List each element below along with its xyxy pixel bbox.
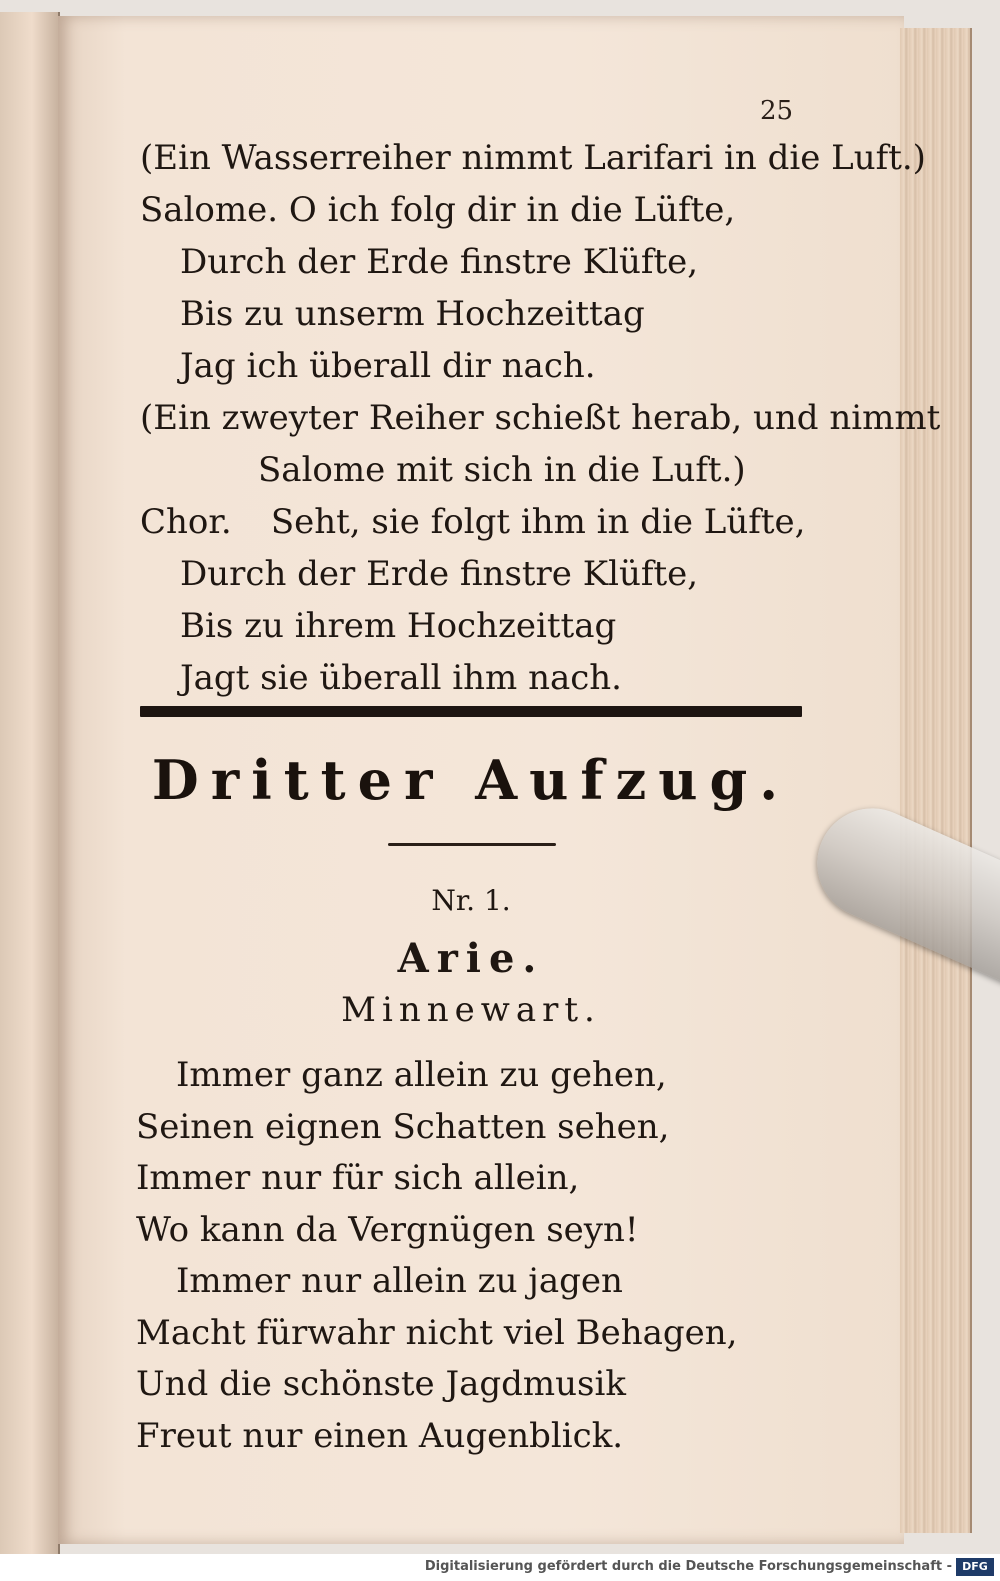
character-name: Minnewart.: [341, 990, 601, 1030]
scene-ending-text: [140, 132, 941, 704]
aria-verse: [136, 1050, 816, 1462]
verse-line: Immer nur allein zu jagen: [176, 1261, 623, 1301]
verse-line: Freut nur einen Augenblick.: [136, 1415, 624, 1456]
line-text: (Ein zweyter Reiher schießt herab, und nimmt: [140, 398, 941, 438]
text-line: [140, 288, 810, 340]
text-line: [140, 444, 810, 496]
line-text: Salome mit sich in die Luft.): [258, 450, 746, 490]
text-line: [140, 496, 810, 548]
funding-credit: Digitalisierung gefördert durch die Deutsche Forschungsgemeinschaft -: [424, 1559, 952, 1574]
line-text: Bis zu ihrem Hochzeittag: [180, 606, 617, 646]
text-line: [140, 392, 941, 444]
text-line: [140, 652, 810, 704]
verse-line: Und die schönste Jagdmusik: [136, 1364, 626, 1404]
text-line: [140, 184, 810, 236]
line-text: Jag ich überall dir nach.: [180, 346, 596, 386]
verse-line: Immer nur für sich allein,: [136, 1158, 580, 1198]
ornamental-rule: [388, 843, 556, 846]
text-line: [140, 340, 810, 392]
page-number: 25: [760, 96, 794, 126]
speaker-name: Salome.: [140, 190, 279, 230]
line-text: Jagt sie überall ihm nach.: [180, 658, 622, 698]
text-line: [140, 548, 810, 600]
line-text: O ich folg dir in die Lüfte,: [288, 190, 736, 230]
verse-line: Wo kann da Vergnügen seyn!: [136, 1209, 639, 1250]
verse-line: Macht fürwahr nicht viel Behagen,: [136, 1312, 738, 1353]
line-text: Seht, sie folgt ihm in die Lüfte,: [270, 502, 806, 542]
number-label: Nr. 1.: [431, 884, 511, 917]
section-divider: [140, 706, 802, 717]
facing-page-edge: [0, 12, 60, 1562]
text-line: [140, 236, 810, 288]
speaker-name: Chor.: [140, 502, 232, 542]
piece-title: Arie.: [397, 935, 545, 982]
page-stack-edges: [900, 28, 972, 1533]
line-text: Bis zu unserm Hochzeittag: [180, 294, 645, 334]
line-text: (Ein Wasserreiher nimmt Larifari in die Luft.): [140, 138, 926, 178]
act-title: Dritter Aufzug.: [151, 748, 791, 812]
line-text: Durch der Erde finstre Klüfte,: [180, 554, 699, 594]
text-line: [140, 132, 926, 184]
verse-line: Seinen eignen Schatten sehen,: [136, 1106, 670, 1147]
dfg-logo: DFG: [956, 1558, 994, 1576]
footer-bar: [0, 1554, 1000, 1581]
text-line: [140, 600, 810, 652]
verse-line: Immer ganz allein zu gehen,: [176, 1055, 667, 1095]
line-text: Durch der Erde finstre Klüfte,: [180, 242, 699, 282]
